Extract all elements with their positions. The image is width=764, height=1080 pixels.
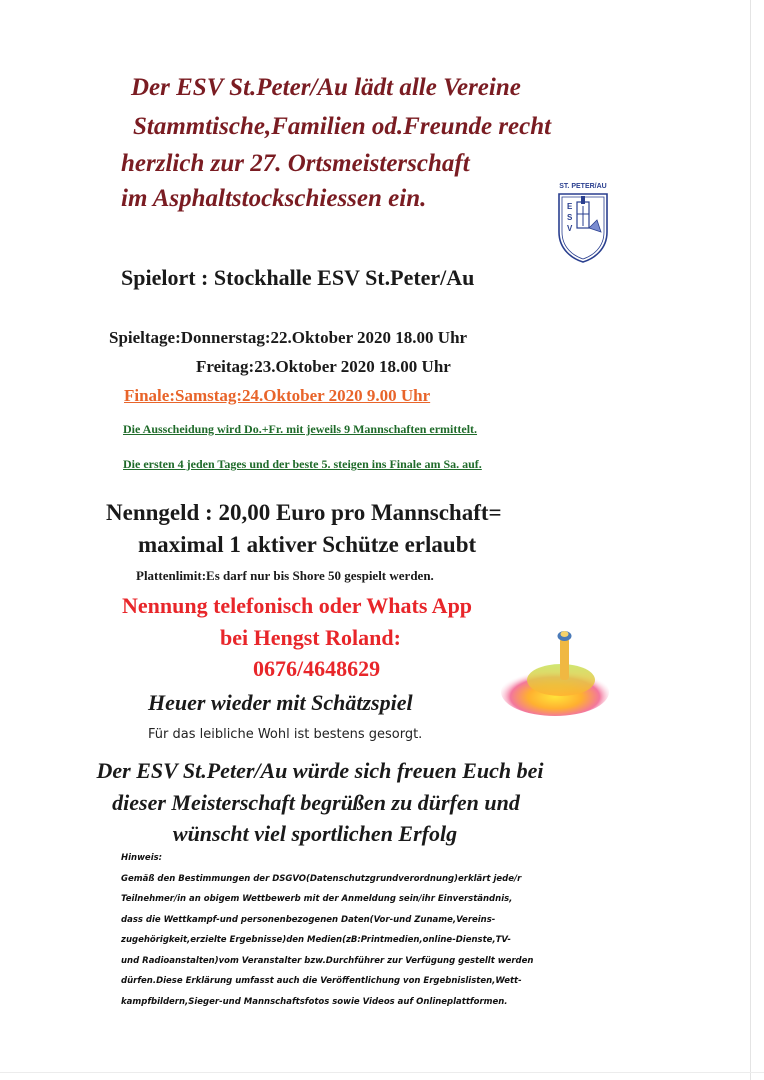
schedule-finale: Finale:Samstag:24.Oktober 2020 9.00 Uhr [124, 386, 431, 405]
fee-line-2: maximal 1 aktiver Schütze erlaubt [138, 532, 477, 557]
schedule-note-1: Die Ausscheidung wird Do.+Fr. mit jeweils 9 Mannschaften ermittelt. [123, 422, 478, 436]
club-crest-icon [553, 192, 613, 264]
notice-line: und Radioanstalten)vom Veranstalter bzw.Durchführer zur Verfügung gestellt werden [121, 955, 534, 966]
intro-line-4: im Asphaltstockschiessen ein. [121, 185, 427, 212]
notice [121, 848, 533, 1012]
intro-line-1: Der ESV St.Peter/Au lädt alle Vereine [131, 74, 521, 101]
schedule-note-2: Die ersten 4 jeden Tages und der beste 5. steigen ins Finale am Sa. auf. [123, 457, 482, 471]
schedule-day-2: Freitag:23.Oktober 2020 18.00 Uhr [196, 357, 451, 376]
venue: Spielort : Stockhalle ESV St.Peter/Au [121, 265, 475, 290]
closing-line-1: Der ESV St.Peter/Au würde sich freuen Euch bei [96, 758, 544, 783]
notice-line: Teilnehmer/in an obigem Wettbewerb mit der Anmeldung sein/ihr Einverständnis, [121, 894, 513, 904]
catering-note: Für das leibliche Wohl ist bestens gesorgt. [148, 727, 423, 742]
curling-stock-icon [485, 620, 610, 720]
schedule-day-1: Spieltage:Donnerstag:22.Oktober 2020 18.00 Uhr [109, 328, 468, 347]
intro-line-3: herzlich zur 27. Ortsmeisterschaft [121, 150, 470, 177]
page-bottom-edge [0, 1072, 764, 1073]
notice-line: dürfen.Diese Erklärung umfasst auch die Veröffentlichung von Ergebnislisten,Wett- [121, 976, 522, 986]
contact-line-2: bei Hengst Roland: [220, 625, 401, 650]
closing-line-2: dieser Meisterschaft begrüßen zu dürfen und [112, 790, 520, 815]
notice-title: Hinweis: [121, 853, 163, 863]
club-logo-name: ST. PETER/AU [559, 183, 607, 190]
plate-limit: Plattenlimit:Es darf nur bis Shore 50 gespielt werden. [136, 568, 434, 583]
notice-line: kampfbildern,Sieger-und Mannschaftsfotos sowie Videos auf Onlineplattformen. [121, 996, 508, 1007]
closing-line-3: wünscht viel sportlichen Erfolg [172, 821, 458, 846]
intro-line-2: Stammtische,Familien od.Freunde recht [133, 113, 552, 140]
estimation-game: Heuer wieder mit Schätzspiel [148, 690, 413, 715]
notice-line: Gemäß den Bestimmungen der DSGVO(Datenschutzgrundverordnung)erklärt jede/r [121, 873, 522, 884]
page-edge [750, 0, 751, 1080]
contact-line-1: Nennung telefonisch oder Whats App [122, 593, 473, 618]
club-logo [553, 183, 613, 263]
notice-line: dass die Wettkampf-und personenbezogenen Daten(Vor-und Zuname,Vereins- [121, 914, 496, 925]
notice-line: zugehörigkeit,erzielte Ergebnisse)den Medien(zB:Printmedien,online-Dienste,TV- [121, 935, 511, 945]
contact-phone: 0676/4648629 [253, 656, 381, 681]
fee-line-1: Nenngeld : 20,00 Euro pro Mannschaft= [106, 500, 502, 525]
club-logo-letters: ESV [567, 202, 573, 233]
